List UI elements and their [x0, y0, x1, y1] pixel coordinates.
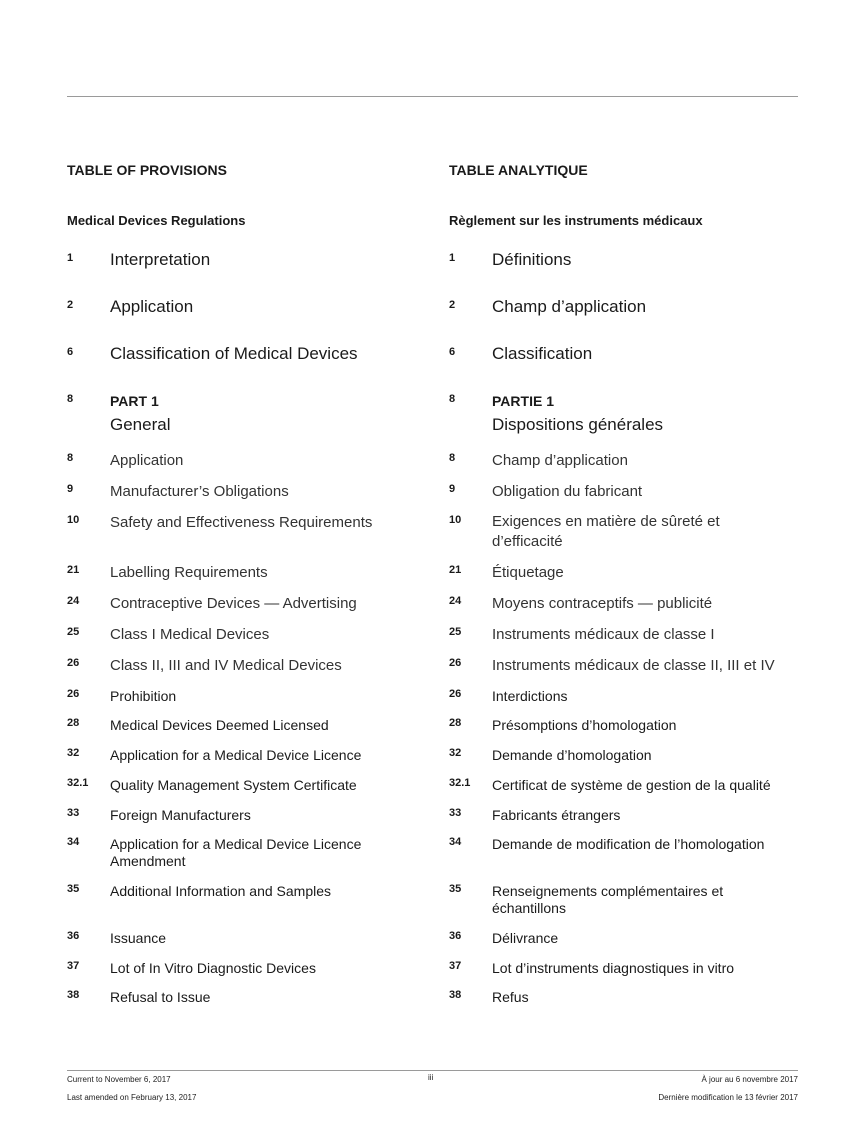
section-title[interactable]: Prohibition: [110, 688, 177, 704]
part-number: 8: [449, 393, 456, 405]
section-title[interactable]: Quality Management System Certificate: [110, 777, 357, 793]
section-number: 36: [67, 930, 80, 942]
section-number: 21: [67, 564, 80, 576]
section-number: 35: [449, 883, 462, 895]
section-number: 32: [67, 747, 80, 759]
section-number: 28: [449, 717, 462, 729]
part-number: 8: [67, 393, 74, 405]
part-name[interactable]: General: [110, 415, 171, 434]
section-number: 10: [449, 514, 462, 526]
section-title[interactable]: Issuance: [110, 930, 167, 946]
current-to-en: Current to November 6, 2017: [67, 1075, 171, 1084]
section-title[interactable]: Additional Information and Samples: [110, 883, 332, 899]
section-number: 33: [449, 807, 462, 819]
section-title[interactable]: Fabricants étrangers: [492, 807, 621, 823]
section-title[interactable]: Application: [110, 452, 184, 469]
section-title[interactable]: Application for a Medical Device Licence: [110, 747, 362, 763]
section-number: 2: [449, 299, 456, 311]
page-number: iii: [428, 1073, 434, 1082]
section-title[interactable]: Refusal to Issue: [110, 989, 211, 1005]
section-title[interactable]: Application for a Medical Device Licence Amendment: [110, 836, 362, 869]
section-number: 8: [449, 452, 456, 464]
section-number: 24: [449, 595, 462, 607]
section-number: 1: [67, 252, 74, 264]
section-title[interactable]: Medical Devices Deemed Licensed: [110, 717, 329, 733]
section-number: 35: [67, 883, 80, 895]
regulation-title: Medical Devices Regulations: [67, 213, 246, 228]
section-title[interactable]: Champ d’application: [492, 297, 647, 316]
section-title[interactable]: Class II, III and IV Medical Devices: [110, 657, 342, 674]
section-number: 6: [67, 346, 74, 358]
toc-heading: TABLE OF PROVISIONS: [67, 162, 227, 178]
current-to-fr: À jour au 6 novembre 2017: [701, 1075, 798, 1084]
section-number: 25: [449, 626, 462, 638]
part-label[interactable]: PART 1: [110, 393, 159, 409]
section-title[interactable]: Champ d’application: [492, 452, 628, 469]
section-number: 8: [67, 452, 74, 464]
section-title[interactable]: Demande de modification de l’homologation: [492, 836, 765, 852]
english-column: [67, 0, 427, 1122]
part-name[interactable]: Dispositions générales: [492, 415, 664, 434]
section-number: 21: [449, 564, 462, 576]
section-number: 32.1: [449, 777, 471, 789]
french-column: [449, 0, 809, 1122]
section-title[interactable]: Exigences en matière de sûreté et d’efficacité: [492, 513, 720, 550]
section-number: 24: [67, 595, 80, 607]
section-number: 26: [67, 657, 80, 669]
section-title[interactable]: Application: [110, 297, 194, 316]
section-title[interactable]: Manufacturer’s Obligations: [110, 483, 289, 500]
section-number: 2: [67, 299, 74, 311]
section-title[interactable]: Instruments médicaux de classe I: [492, 626, 715, 643]
section-number: 32.1: [67, 777, 89, 789]
section-title[interactable]: Moyens contraceptifs — publicité: [492, 595, 713, 612]
section-number: 28: [67, 717, 80, 729]
section-number: 9: [67, 483, 74, 495]
last-amended-fr: Dernière modification le 13 février 2017: [658, 1093, 798, 1102]
section-title[interactable]: Instruments médicaux de classe II, III et IV: [492, 657, 775, 674]
section-number: 38: [67, 989, 80, 1001]
section-title[interactable]: Lot d’instruments diagnostiques in vitro: [492, 960, 735, 976]
section-title[interactable]: Obligation du fabricant: [492, 483, 643, 500]
part-label[interactable]: PARTIE 1: [492, 393, 554, 409]
section-title[interactable]: Interpretation: [110, 250, 211, 269]
section-title[interactable]: Lot of In Vitro Diagnostic Devices: [110, 960, 316, 976]
section-title[interactable]: Étiquetage: [492, 564, 564, 581]
section-title[interactable]: Renseignements complémentaires et échantillons: [492, 883, 724, 916]
section-title[interactable]: Certificat de système de gestion de la qualité: [492, 777, 771, 793]
section-number: 33: [67, 807, 80, 819]
section-title[interactable]: Classification of Medical Devices: [110, 344, 358, 363]
section-title[interactable]: Safety and Effectiveness Requirements: [110, 514, 373, 531]
footer-divider: [67, 1070, 798, 1071]
section-title[interactable]: Délivrance: [492, 930, 559, 946]
toc-heading: TABLE ANALYTIQUE: [449, 162, 588, 178]
section-title[interactable]: Présomptions d’homologation: [492, 717, 677, 733]
section-number: 37: [449, 960, 462, 972]
section-title[interactable]: Interdictions: [492, 688, 568, 704]
section-number: 26: [449, 688, 462, 700]
section-title[interactable]: Foreign Manufacturers: [110, 807, 251, 823]
section-number: 34: [449, 836, 462, 848]
section-title[interactable]: Class I Medical Devices: [110, 626, 270, 643]
last-amended-en: Last amended on February 13, 2017: [67, 1093, 197, 1102]
section-number: 36: [449, 930, 462, 942]
section-number: 37: [67, 960, 80, 972]
section-title[interactable]: Demande d’homologation: [492, 747, 652, 763]
section-title[interactable]: Définitions: [492, 250, 572, 269]
section-number: 6: [449, 346, 456, 358]
section-number: 9: [449, 483, 456, 495]
section-number: 32: [449, 747, 462, 759]
section-title[interactable]: Classification: [492, 344, 593, 363]
section-title[interactable]: Refus: [492, 989, 529, 1005]
section-number: 26: [449, 657, 462, 669]
section-number: 10: [67, 514, 80, 526]
section-number: 38: [449, 989, 462, 1001]
regulation-title: Règlement sur les instruments médicaux: [449, 213, 703, 228]
section-number: 34: [67, 836, 80, 848]
section-number: 26: [67, 688, 80, 700]
section-number: 1: [449, 252, 456, 264]
section-title[interactable]: Labelling Requirements: [110, 564, 268, 581]
section-number: 25: [67, 626, 80, 638]
section-title[interactable]: Contraceptive Devices — Advertising: [110, 595, 357, 612]
